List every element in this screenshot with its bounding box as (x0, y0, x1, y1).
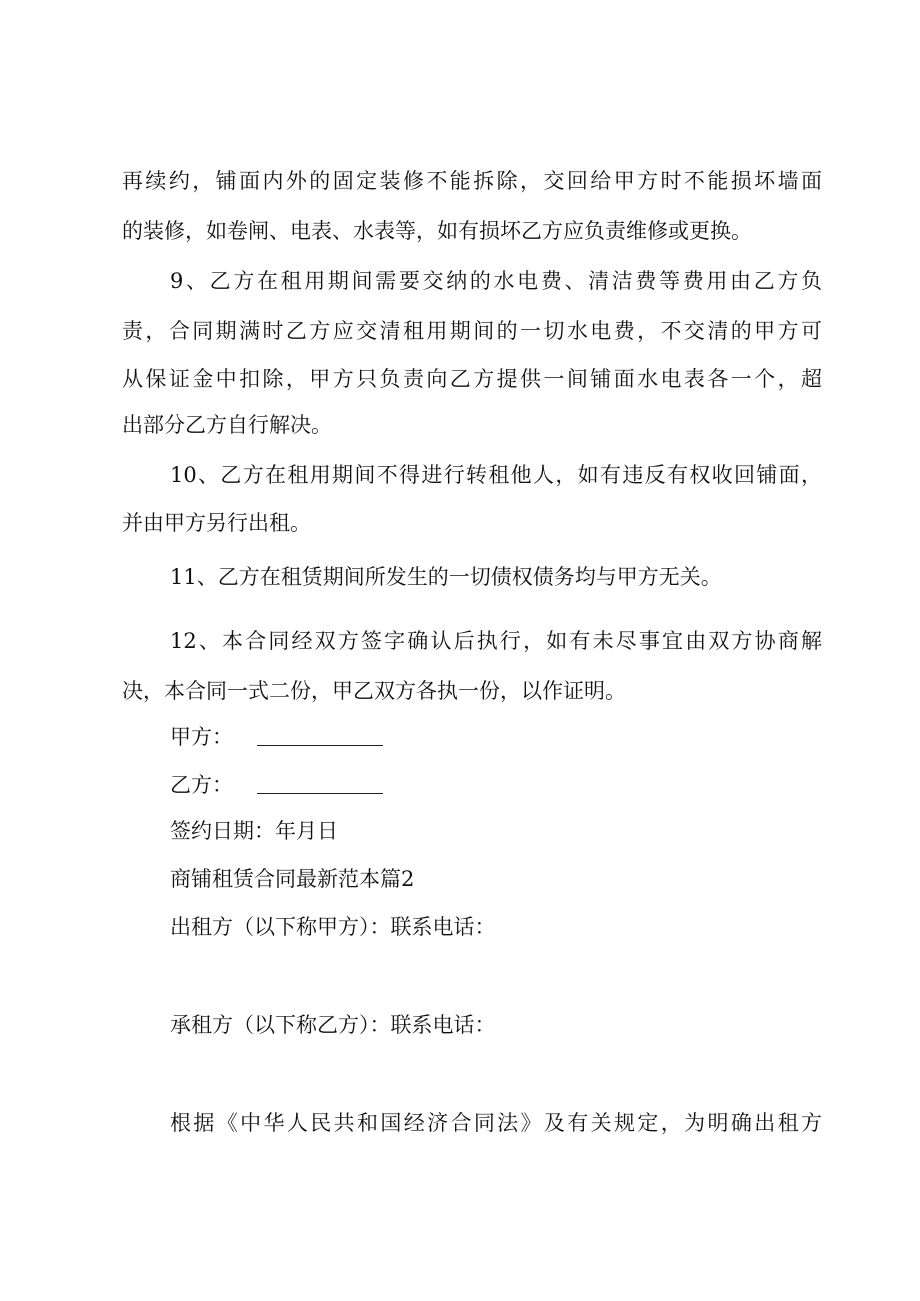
party-b-label: 乙方： (170, 773, 233, 797)
paragraph-line: 的装修，如卷闸、电表、水表等，如有损坏乙方应负责维修或更换。 (122, 219, 752, 243)
clause-9-line: 9、乙方在租用期间需要交纳的水电费、清洁费等费用由乙方负 (170, 269, 822, 293)
party-b-signature-blank (257, 773, 383, 794)
clause-10-line: 10、乙方在租用期间不得进行转租他人，如有违反有权收回铺面， (170, 463, 822, 487)
contract-basis-line: 根据《中华人民共和国经济合同法》及有关规定，为明确出租方 (170, 1111, 822, 1135)
paragraph-line: 责，合同期满时乙方应交清租用期间的一切水电费，不交清的甲方可 (122, 319, 822, 343)
section-title: 商铺租赁合同最新范本篇2 (170, 867, 415, 891)
lessee-line: 承租方（以下称乙方）：联系电话： (170, 1013, 496, 1037)
party-a-label: 甲方： (170, 725, 233, 749)
paragraph-line: 从保证金中扣除，甲方只负责向乙方提供一间铺面水电表各一个，超 (122, 367, 822, 391)
party-a-signature-blank (257, 725, 383, 746)
party-a-signature-row (170, 722, 822, 752)
clause-11-line: 11、乙方在租赁期间所发生的一切债权债务均与甲方无关。 (170, 565, 722, 589)
paragraph-line: 再续约，铺面内外的固定装修不能拆除，交回给甲方时不能损坏墙面 (122, 169, 822, 193)
lessor-line: 出租方（以下称甲方）：联系电话： (170, 915, 496, 939)
party-b-signature-row (170, 770, 822, 800)
clause-12-line: 12、本合同经双方签字确认后执行，如有未尽事宜由双方协商解 (170, 629, 822, 653)
paragraph-line: 并由甲方另行出租。 (122, 511, 311, 535)
paragraph-line: 出部分乙方自行解决。 (122, 413, 332, 437)
paragraph-line: 决，本合同一式二份，甲乙双方各执一份，以作证明。 (122, 679, 626, 703)
signing-date: 签约日期：年月日 (170, 819, 338, 843)
